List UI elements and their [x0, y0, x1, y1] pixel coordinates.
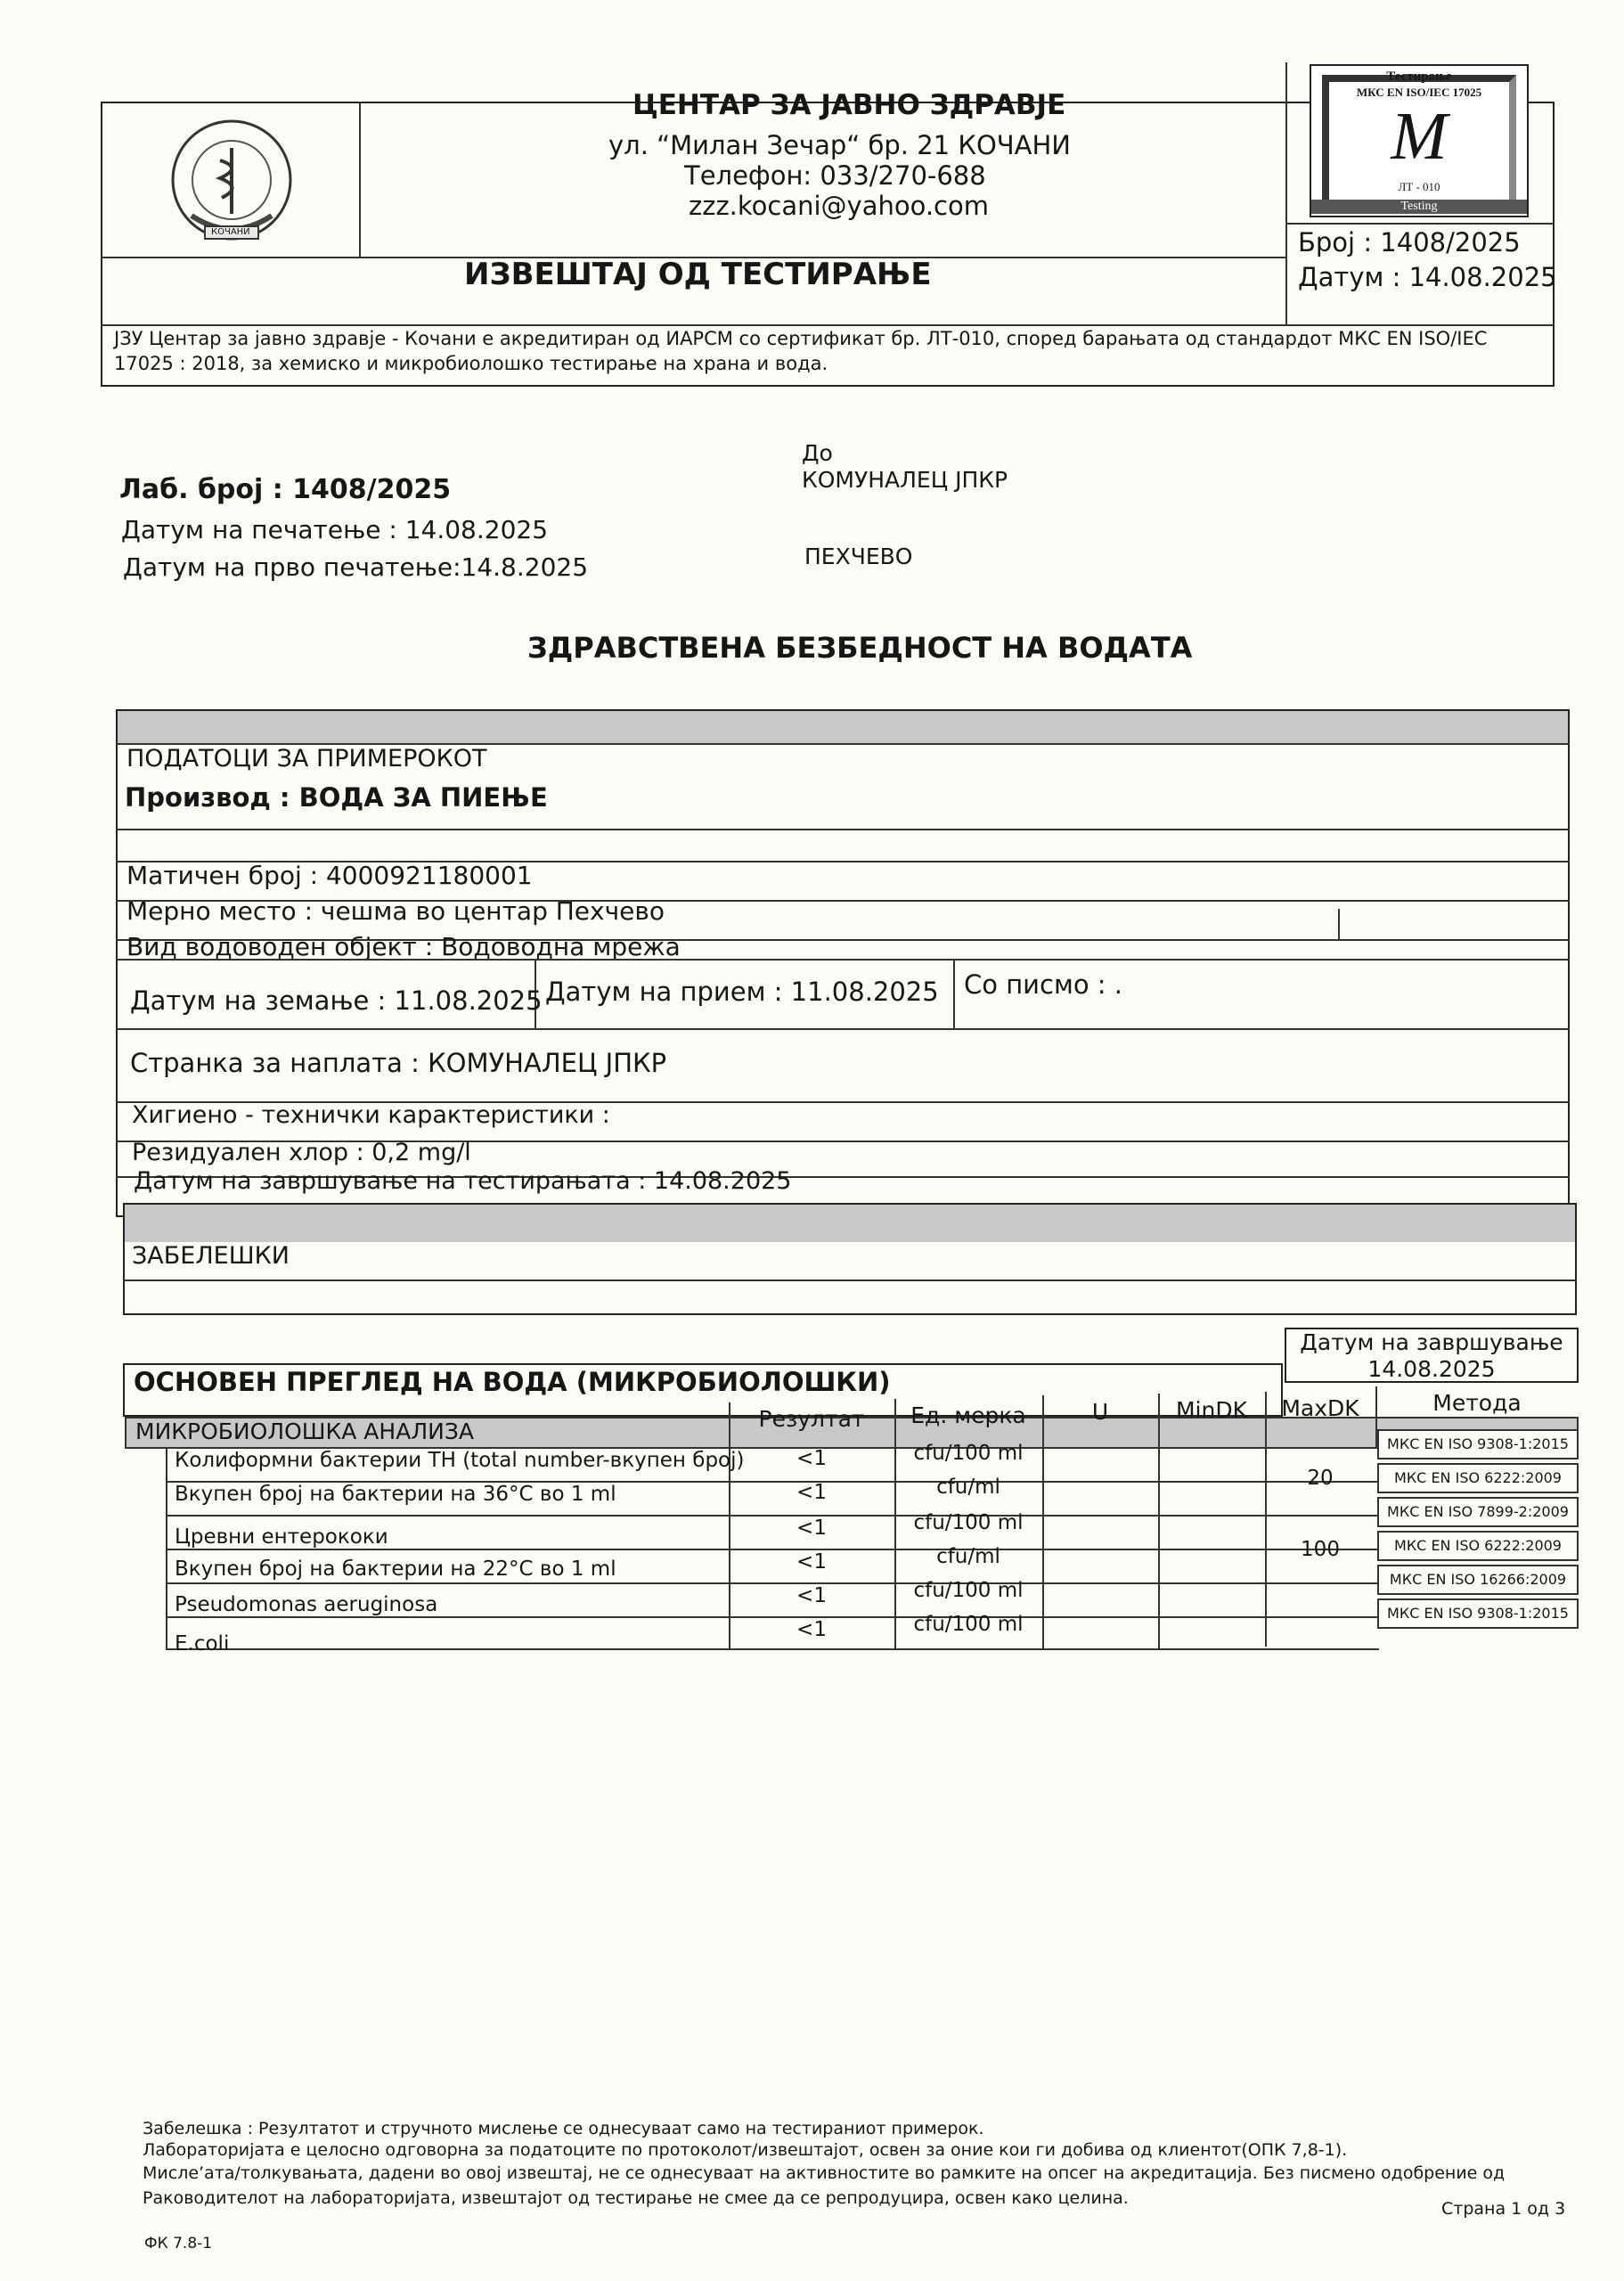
row-name: Вкупен број на бактерии на 22°C во 1 ml	[175, 1557, 616, 1581]
col-min: MinDK	[1175, 1397, 1247, 1423]
notes-header-bar	[125, 1205, 1575, 1242]
method-cell: МКС EN ISO 7899-2:2009	[1377, 1497, 1579, 1527]
sample-reg-number: Матичен број : 4000921180001	[126, 861, 533, 890]
col-u: U	[1091, 1399, 1109, 1425]
print-date: Датум на печатење : 14.08.2025	[121, 515, 549, 544]
method-cell: МКС EN ISO 9308-1:2015	[1377, 1598, 1579, 1629]
section-title: ЗДРАВСТВЕНА БЕЗБЕДНОСТ НА ВОДАТА	[527, 631, 1193, 665]
org-name: ЦЕНТАР ЗА ЈАВНО ЗДРАВЈЕ	[632, 89, 1066, 121]
col-max: MaxDK	[1281, 1395, 1359, 1421]
sample-payer: Странка за наплата : КОМУНАЛЕЦ ЈПКР	[130, 1048, 667, 1078]
report-number: Број : 1408/2025	[1298, 227, 1521, 258]
row-result: <1	[796, 1517, 827, 1540]
org-email: zzz.kocani@yahoo.com	[689, 191, 989, 221]
row-result: <1	[796, 1618, 827, 1641]
row-result: <1	[796, 1584, 827, 1607]
page-number: Страна 1 од 3	[1441, 2199, 1566, 2219]
sample-chlorine: Резидуален хлор : 0,2 mg/l	[132, 1139, 471, 1166]
row-unit: cfu/100 ml	[913, 1579, 1024, 1602]
sample-letter: Со писмо : .	[964, 969, 1123, 1000]
col-result: Резултат	[758, 1406, 865, 1432]
method-cell: МКС EN ISO 16266:2009	[1377, 1565, 1579, 1595]
row-result: <1	[796, 1481, 827, 1504]
row-unit: cfu/100 ml	[913, 1511, 1024, 1534]
row-unit: cfu/ml	[936, 1545, 1000, 1568]
row-result: <1	[796, 1550, 827, 1574]
sample-object-type: Вид водоводен објект : Водоводна мрежа	[126, 932, 681, 961]
recipient-city: ПЕХЧЕВО	[804, 544, 913, 569]
completion-date: 14.08.2025	[1367, 1356, 1496, 1382]
notes-header: ЗАБЕЛЕШКИ	[132, 1242, 290, 1270]
to-label: До	[802, 440, 833, 466]
report-date: Датум : 14.08.2025	[1298, 262, 1557, 292]
row-unit: cfu/ml	[936, 1476, 1000, 1499]
recipient-name: КОМУНАЛЕЦ ЈПКР	[802, 467, 1008, 493]
sample-location: Мерно место : чешма во центар Пехчево	[126, 896, 665, 926]
method-cell: МКС EN ISO 9308-1:2015	[1377, 1429, 1579, 1459]
col-method: Метода	[1432, 1390, 1522, 1416]
report-title: ИЗВЕШТАЈ ОД ТЕСТИРАЊЕ	[464, 257, 932, 292]
micro-title: ОСНОВЕН ПРЕГЛЕД НА ВОДА (МИКРОБИОЛОШКИ)	[134, 1367, 891, 1397]
lab-number: Лаб. број : 1408/2025	[119, 474, 452, 505]
row-name: E.coli	[175, 1632, 230, 1656]
col-analysis: МИКРОБИОЛОШКА АНАЛИЗА	[135, 1418, 474, 1444]
sample-sampling-date: Датум на земање : 11.08.2025	[130, 985, 543, 1016]
org-phone: Телефон: 033/270-688	[684, 160, 986, 191]
row-max: 100	[1301, 1538, 1340, 1561]
logo-testing-mk: Тестирање	[1386, 69, 1452, 84]
row-unit: cfu/100 ml	[913, 1442, 1024, 1465]
footer-opinions: Мисле’ата/толкувањата, дадени во овој извештај, не се однесуваат на активностите во рамките на опсег на акредитација. Без писмено одобрение од	[143, 2163, 1506, 2183]
footer-reproduction: Раководителот на лабораторијата, извештајот од тестирање не смее да се репродуцира, освен како целина.	[143, 2188, 1129, 2208]
row-name: Вкупен број на бактерии на 36°C во 1 ml	[175, 1483, 616, 1506]
row-result: <1	[796, 1447, 827, 1470]
org-address: ул. “Милан Зечар“ бр. 21 КОЧАНИ	[608, 130, 1071, 160]
row-name: Pseudomonas aeruginosa	[175, 1593, 438, 1616]
col-unit: Ед. мерка	[910, 1402, 1026, 1428]
sample-product: Производ : ВОДА ЗА ПИЕЊЕ	[125, 782, 548, 813]
sample-test-end: Датум на завршување на тестирањата : 14.08.2025	[134, 1167, 792, 1195]
completion-label: Датум на завршување	[1300, 1329, 1563, 1355]
row-unit: cfu/100 ml	[913, 1613, 1024, 1636]
logo-city: КОЧАНИ	[211, 227, 250, 237]
method-cell: МКС EN ISO 6222:2009	[1377, 1531, 1579, 1561]
logo-standard: МКС EN ISO/IEC 17025	[1356, 86, 1482, 99]
logo-code: ЛТ - 010	[1398, 180, 1440, 193]
footer-note: Забелешка : Резултатот и стручното мислење се однесуваат само на тестираниот примерок.	[143, 2119, 984, 2138]
institute-logo	[156, 109, 307, 251]
accreditation-logo	[1310, 64, 1529, 217]
logo-testing-en: Testing	[1311, 200, 1527, 214]
row-name: Колиформни бактерии ТН (total number-вкупен број)	[175, 1449, 745, 1472]
sample-header: ПОДАТОЦИ ЗА ПРИМЕРОКОТ	[126, 745, 487, 773]
first-print-date: Датум на прво печатење:14.8.2025	[123, 552, 589, 582]
accreditation-text: ЈЗУ Центар за јавно здравје - Кочани е акредитиран од ИАРСМ со сертификат бр. ЛТ-010, според барањата од стандардот МКС EN ISO/IEC	[114, 328, 1488, 349]
method-cell: МКС EN ISO 6222:2009	[1377, 1463, 1579, 1493]
sample-receipt-date: Датум на прием : 11.08.2025	[545, 977, 939, 1007]
sample-hygiene: Хигиено - технички карактеристики :	[132, 1101, 610, 1129]
row-name: Цревни ентерококи	[175, 1525, 388, 1549]
sample-header-bar	[118, 711, 1568, 743]
logo-mark: M	[1391, 99, 1448, 174]
footer-responsibility: Лабораторијата е целосно одговорна за податоците по протоколот/извештајот, освен за оние кои ги добива од клиентот(ОПК 7,8-1).	[143, 2140, 1348, 2160]
form-code: ФК 7.8-1	[144, 2235, 213, 2252]
row-max: 20	[1307, 1467, 1334, 1490]
accreditation-text-2: 17025 : 2018, за хемиско и микробиолошко тестирање на храна и вода.	[114, 353, 828, 374]
